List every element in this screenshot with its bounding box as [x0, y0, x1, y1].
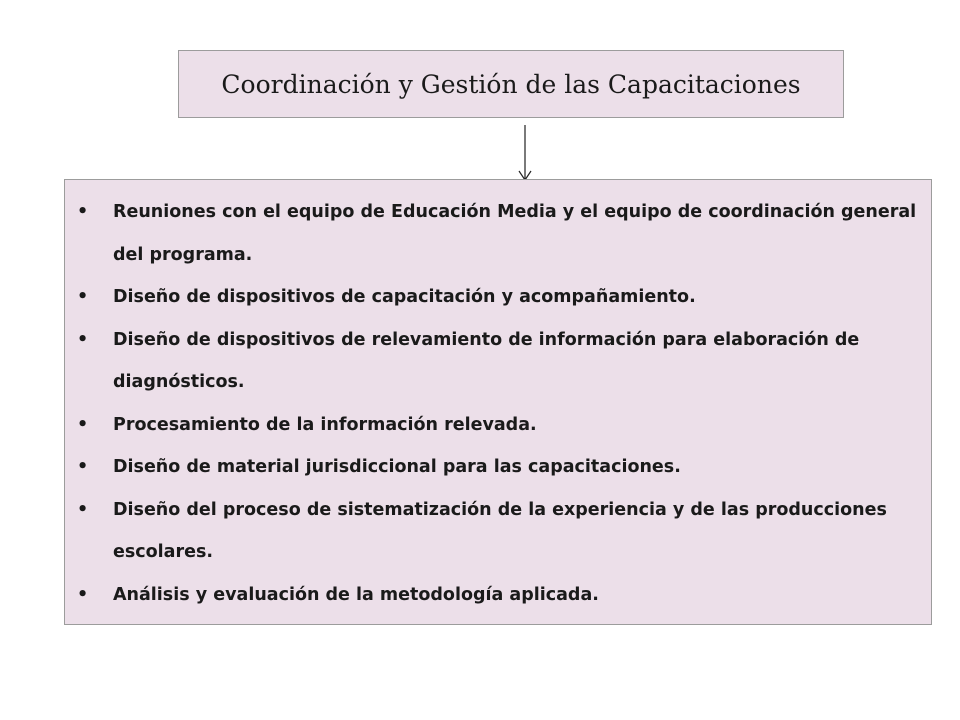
connector-arrow — [515, 125, 535, 181]
bullet-icon: • — [77, 584, 89, 605]
list-item-text: Diseño de dispositivos de relevamiento de información para elaboración de diagnósticos. — [113, 329, 860, 392]
bullet-icon: • — [77, 499, 89, 520]
list-item — [77, 574, 922, 617]
list-item — [77, 404, 922, 447]
bullet-list — [77, 191, 922, 616]
diagram-title: Coordinación y Gestión de las Capacitaciones — [221, 69, 801, 99]
list-item — [77, 489, 922, 574]
list-item-text: Diseño de material jurisdiccional para las capacitaciones. — [113, 457, 681, 477]
list-item-text: Diseño de dispositivos de capacitación y acompañamiento. — [113, 287, 696, 307]
bullet-icon: • — [77, 457, 89, 477]
list-item — [77, 446, 922, 489]
bullet-icon: • — [77, 287, 89, 307]
title-box — [178, 50, 844, 118]
list-item — [77, 191, 922, 276]
list-item-text: Diseño del proceso de sistematización de la experiencia y de las producciones escolares. — [113, 499, 887, 562]
list-item — [77, 276, 922, 319]
list-item-text: Análisis y evaluación de la metodología aplicada. — [113, 584, 599, 605]
bullet-icon: • — [77, 202, 89, 222]
bullet-icon: • — [77, 414, 89, 435]
list-item-text: Procesamiento de la información relevada. — [113, 414, 537, 435]
list-item — [77, 319, 922, 404]
list-item-text: Reuniones con el equipo de Educación Media y el equipo de coordinación general del programa. — [113, 202, 917, 265]
content-box — [64, 179, 932, 625]
bullet-icon: • — [77, 329, 89, 350]
